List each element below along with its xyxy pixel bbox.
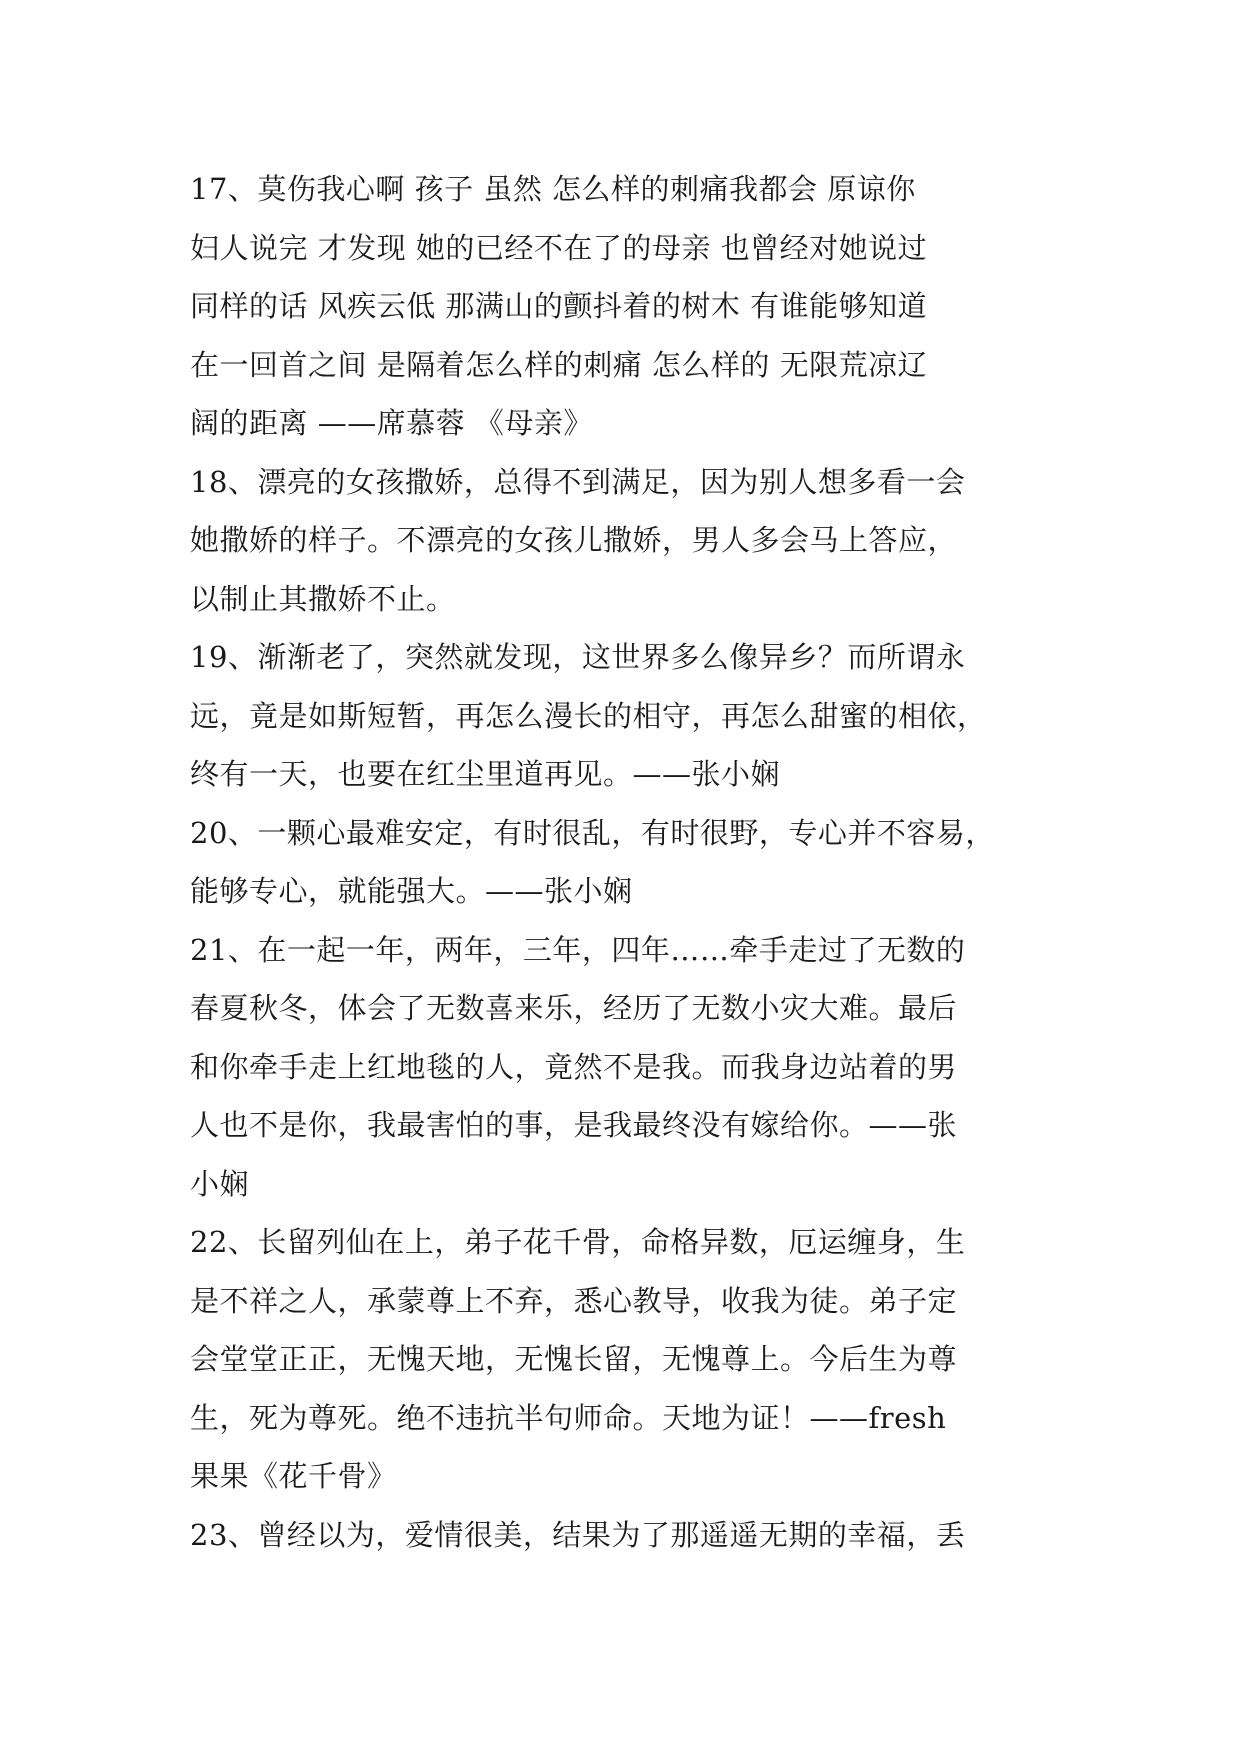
- text-line: 和你牵手走上红地毯的人，竟然不是我。而我身边站着的男: [190, 1049, 958, 1084]
- text-line: 她撒娇的样子。不漂亮的女孩儿撒娇，男人多会马上答应，: [190, 523, 958, 557]
- text-line: 终有一天，也要在红尘里道再见。——张小娴: [190, 757, 781, 791]
- text-line: 春夏秋冬，体会了无数喜来乐，经历了无数小灾大难。最后: [190, 991, 958, 1025]
- text-line: 远，竟是如斯短暂，再怎么漫长的相守，再怎么甜蜜的相依，: [190, 698, 987, 733]
- text-line: 是不祥之人，承蒙尊上不弃，悉心教导，收我为徒。弟子定: [190, 1283, 958, 1318]
- text-line: 在一回首之间 是隔着怎么样的刺痛 怎么样的 无限荒凉辽: [190, 347, 928, 382]
- text-line: 同样的话 风疾云低 那满山的颤抖着的树木 有谁能够知道: [190, 289, 928, 323]
- text-line: 小娴: [190, 1166, 250, 1201]
- text-line: 17、莫伤我心啊 孩子 虽然 怎么样的刺痛我都会 原谅你: [190, 172, 916, 206]
- text-line: 阔的距离 ——席慕蓉 《母亲》: [190, 406, 593, 440]
- text-line: 以制止其撒娇不止。: [190, 581, 456, 616]
- text-line: 21、在一起一年，两年，三年，四年……牵手走过了无数的: [190, 932, 966, 967]
- text-line: 妇人说完 才发现 她的已经不在了的母亲 也曾经对她说过: [190, 230, 928, 265]
- text-line: 人也不是你，我最害怕的事，是我最终没有嫁给你。——张: [190, 1108, 958, 1142]
- text-line: 19、渐渐老了，突然就发现，这世界多么像异乡？而所谓永: [190, 640, 966, 674]
- text-line: 能够专心，就能强大。——张小娴: [190, 874, 633, 908]
- text-line: 23、曾经以为，爱情很美，结果为了那遥遥无期的幸福，丢: [190, 1517, 966, 1552]
- text-line: 20、一颗心最难安定，有时很乱，有时很野，专心并不容易，: [190, 815, 995, 850]
- text-line: 会堂堂正正，无愧天地，无愧长留，无愧尊上。今后生为尊: [190, 1342, 958, 1376]
- text-line: 18、漂亮的女孩撒娇，总得不到满足，因为别人想多看一会: [190, 464, 966, 499]
- text-line: 生，死为尊死。绝不违抗半句师命。天地为证！——fresh: [190, 1400, 947, 1435]
- text-line: 果果《花千骨》: [190, 1459, 397, 1493]
- text-line: 22、长留列仙在上，弟子花千骨，命格异数，厄运缠身，生: [190, 1225, 966, 1259]
- document-body: [190, 160, 1050, 1564]
